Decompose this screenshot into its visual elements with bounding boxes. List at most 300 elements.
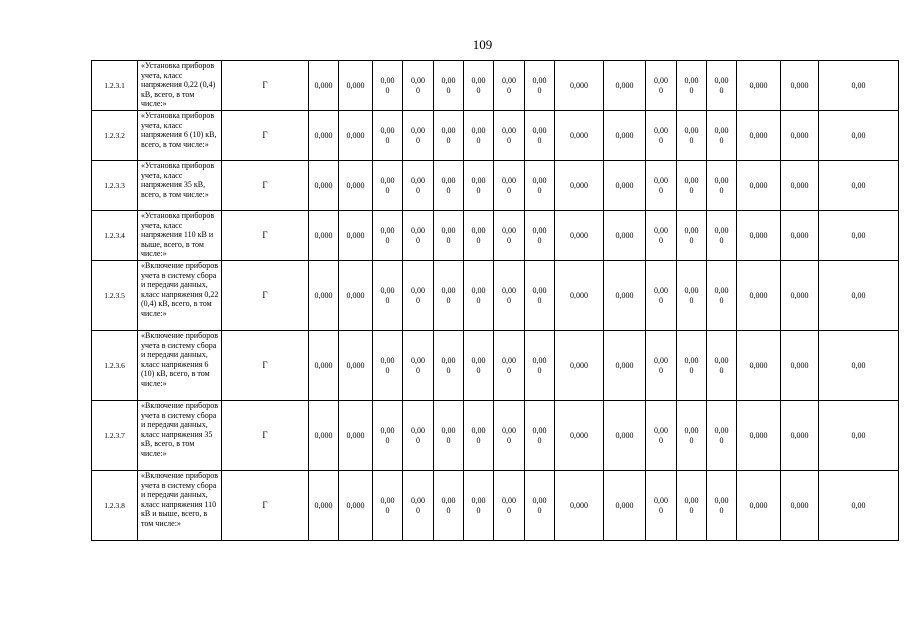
value-cell: 0,000 bbox=[737, 471, 781, 541]
value-cell bbox=[525, 211, 555, 261]
value-part: 0 bbox=[537, 135, 542, 145]
value-part: 0,00 bbox=[441, 125, 456, 135]
value-part: 0 bbox=[507, 295, 511, 305]
value-part: 0 bbox=[446, 185, 451, 195]
row-description: «Установка приборов учета, класс напряжения 0,22 (0,4) кВ, всего, в том числе:» bbox=[138, 61, 222, 111]
row-description: «Включение приборов учета в систему сбора и передачи данных, класс напряжения 0,22 (0,4) кВ, всего, в том числе:» bbox=[138, 261, 222, 331]
value-part: 0 bbox=[446, 135, 451, 145]
value-cell bbox=[494, 61, 525, 111]
value-cell bbox=[525, 161, 555, 211]
row-description: «Включение приборов учета в систему сбора и передачи данных, класс напряжения 6 (10) кВ, всего, в том числе:» bbox=[138, 331, 222, 401]
value-part: 0,00 bbox=[471, 175, 486, 185]
value-part: 0,00 bbox=[471, 225, 486, 235]
value-part: 0 bbox=[385, 185, 390, 195]
value-cell: 0,00 bbox=[819, 211, 899, 261]
value-part: 0,00 bbox=[380, 355, 395, 365]
value-part: 0,00 bbox=[502, 175, 516, 185]
value-cell bbox=[677, 331, 707, 401]
value-cell bbox=[434, 261, 464, 331]
value-part: 0,00 bbox=[411, 225, 425, 235]
value-cell: 0,000 bbox=[309, 401, 339, 471]
value-cell: 0,000 bbox=[781, 401, 819, 471]
value-part: 0 bbox=[385, 235, 390, 245]
value-cell: 0,00 bbox=[819, 161, 899, 211]
value-cell: 0,000 bbox=[309, 161, 339, 211]
value-cell bbox=[525, 471, 555, 541]
value-part: 0,00 bbox=[654, 225, 668, 235]
value-cell: 0,000 bbox=[604, 331, 646, 401]
row-code: 1.2.3.2 bbox=[92, 111, 138, 161]
value-cell bbox=[434, 61, 464, 111]
value-cell bbox=[434, 401, 464, 471]
value-part: 0,00 bbox=[471, 125, 486, 135]
table-row bbox=[92, 161, 899, 211]
value-cell: 0,000 bbox=[604, 61, 646, 111]
value-cell: 0,000 bbox=[339, 471, 373, 541]
value-part: 0,00 bbox=[471, 75, 486, 85]
value-cell bbox=[707, 401, 737, 471]
value-cell bbox=[434, 211, 464, 261]
value-part: 0 bbox=[446, 295, 451, 305]
value-part: 0,00 bbox=[380, 125, 395, 135]
row-code: 1.2.3.4 bbox=[92, 211, 138, 261]
value-cell: 0,000 bbox=[309, 261, 339, 331]
value-part: 0 bbox=[446, 235, 451, 245]
value-cell bbox=[403, 331, 434, 401]
value-cell: 0,00 bbox=[819, 401, 899, 471]
value-part: 0,00 bbox=[380, 75, 395, 85]
value-cell bbox=[646, 111, 677, 161]
value-cell: 0,000 bbox=[555, 61, 604, 111]
value-cell bbox=[494, 261, 525, 331]
value-cell: 0,000 bbox=[781, 331, 819, 401]
value-part: 0 bbox=[446, 85, 451, 95]
value-cell bbox=[373, 111, 403, 161]
value-cell bbox=[646, 61, 677, 111]
value-cell: 0,000 bbox=[555, 111, 604, 161]
value-cell bbox=[434, 161, 464, 211]
value-cell bbox=[646, 261, 677, 331]
row-unit: Г bbox=[222, 331, 309, 401]
value-cell bbox=[464, 261, 494, 331]
value-part: 0,00 bbox=[532, 425, 547, 435]
value-part: 0,00 bbox=[714, 355, 729, 365]
value-cell bbox=[707, 331, 737, 401]
value-cell: 0,000 bbox=[781, 261, 819, 331]
value-part: 0 bbox=[385, 365, 390, 375]
value-part: 0,00 bbox=[654, 495, 668, 505]
value-cell bbox=[525, 111, 555, 161]
value-part: 0 bbox=[507, 505, 511, 515]
row-code: 1.2.3.3 bbox=[92, 161, 138, 211]
value-part: 0,00 bbox=[532, 285, 547, 295]
value-part: 0 bbox=[416, 365, 420, 375]
value-part: 0 bbox=[476, 435, 481, 445]
value-part: 0,00 bbox=[411, 495, 425, 505]
value-part: 0,00 bbox=[441, 355, 456, 365]
value-cell bbox=[373, 471, 403, 541]
value-part: 0,00 bbox=[532, 175, 547, 185]
table-row bbox=[92, 471, 899, 541]
value-part: 0,00 bbox=[684, 425, 699, 435]
value-part: 0,00 bbox=[714, 495, 729, 505]
value-part: 0 bbox=[385, 135, 390, 145]
value-part: 0,00 bbox=[532, 355, 547, 365]
value-part: 0 bbox=[659, 85, 663, 95]
value-cell bbox=[464, 331, 494, 401]
value-part: 0,00 bbox=[502, 225, 516, 235]
value-part: 0,00 bbox=[441, 285, 456, 295]
value-part: 0 bbox=[719, 435, 724, 445]
value-part: 0 bbox=[507, 85, 511, 95]
value-part: 0 bbox=[537, 85, 542, 95]
value-cell: 0,000 bbox=[309, 211, 339, 261]
row-unit: Г bbox=[222, 61, 309, 111]
value-part: 0 bbox=[689, 295, 694, 305]
value-part: 0 bbox=[416, 185, 420, 195]
value-cell bbox=[707, 261, 737, 331]
value-part: 0,00 bbox=[654, 75, 668, 85]
value-cell bbox=[373, 161, 403, 211]
value-part: 0,00 bbox=[684, 125, 699, 135]
data-table bbox=[91, 60, 899, 541]
value-cell bbox=[494, 211, 525, 261]
value-cell: 0,000 bbox=[737, 61, 781, 111]
value-cell: 0,00 bbox=[819, 61, 899, 111]
value-part: 0,00 bbox=[380, 225, 395, 235]
value-cell bbox=[646, 471, 677, 541]
value-cell bbox=[373, 211, 403, 261]
value-part: 0 bbox=[507, 365, 511, 375]
value-part: 0 bbox=[385, 505, 390, 515]
value-cell: 0,000 bbox=[309, 331, 339, 401]
row-code: 1.2.3.8 bbox=[92, 471, 138, 541]
value-part: 0 bbox=[719, 135, 724, 145]
value-cell bbox=[403, 471, 434, 541]
value-part: 0 bbox=[689, 505, 694, 515]
value-cell bbox=[403, 111, 434, 161]
value-part: 0 bbox=[689, 85, 694, 95]
row-unit: Г bbox=[222, 211, 309, 261]
value-cell bbox=[373, 331, 403, 401]
value-part: 0 bbox=[689, 135, 694, 145]
row-unit: Г bbox=[222, 261, 309, 331]
value-part: 0,00 bbox=[380, 285, 395, 295]
value-part: 0 bbox=[507, 135, 511, 145]
value-part: 0 bbox=[537, 235, 542, 245]
value-cell: 0,000 bbox=[604, 261, 646, 331]
value-cell: 0,000 bbox=[781, 471, 819, 541]
value-part: 0 bbox=[719, 365, 724, 375]
value-part: 0,00 bbox=[502, 285, 516, 295]
value-cell bbox=[494, 471, 525, 541]
table-row bbox=[92, 261, 899, 331]
value-cell bbox=[707, 111, 737, 161]
table-body bbox=[92, 61, 899, 541]
value-part: 0 bbox=[416, 235, 420, 245]
value-part: 0,00 bbox=[654, 175, 668, 185]
value-part: 0,00 bbox=[532, 75, 547, 85]
value-part: 0,00 bbox=[714, 225, 729, 235]
value-part: 0 bbox=[659, 435, 663, 445]
value-cell: 0,000 bbox=[339, 401, 373, 471]
value-part: 0 bbox=[476, 235, 481, 245]
value-part: 0 bbox=[476, 185, 481, 195]
value-part: 0,00 bbox=[714, 175, 729, 185]
value-part: 0,00 bbox=[654, 125, 668, 135]
value-part: 0 bbox=[659, 365, 663, 375]
value-part: 0 bbox=[385, 435, 390, 445]
value-part: 0 bbox=[719, 85, 724, 95]
value-cell bbox=[434, 111, 464, 161]
value-cell: 0,00 bbox=[819, 331, 899, 401]
value-part: 0,00 bbox=[411, 175, 425, 185]
value-cell: 0,000 bbox=[555, 261, 604, 331]
value-cell: 0,000 bbox=[555, 401, 604, 471]
value-part: 0,00 bbox=[714, 285, 729, 295]
table-row bbox=[92, 111, 899, 161]
table-row bbox=[92, 401, 899, 471]
value-cell bbox=[707, 161, 737, 211]
value-part: 0,00 bbox=[411, 125, 425, 135]
value-cell: 0,000 bbox=[555, 211, 604, 261]
value-part: 0 bbox=[476, 505, 481, 515]
table-row bbox=[92, 331, 899, 401]
value-part: 0,00 bbox=[380, 175, 395, 185]
page-number: 109 bbox=[472, 37, 493, 52]
value-cell bbox=[373, 401, 403, 471]
value-cell bbox=[434, 471, 464, 541]
value-cell bbox=[677, 61, 707, 111]
value-part: 0 bbox=[446, 435, 451, 445]
value-cell bbox=[464, 401, 494, 471]
value-cell bbox=[434, 331, 464, 401]
value-part: 0,00 bbox=[654, 425, 668, 435]
value-cell: 0,000 bbox=[604, 211, 646, 261]
value-cell bbox=[677, 211, 707, 261]
value-cell: 0,000 bbox=[555, 331, 604, 401]
value-part: 0 bbox=[507, 235, 511, 245]
row-unit: Г bbox=[222, 161, 309, 211]
value-part: 0,00 bbox=[471, 495, 486, 505]
value-cell bbox=[464, 471, 494, 541]
value-part: 0 bbox=[476, 295, 481, 305]
value-part: 0 bbox=[719, 505, 724, 515]
value-cell bbox=[707, 471, 737, 541]
value-part: 0 bbox=[537, 505, 542, 515]
value-part: 0 bbox=[689, 365, 694, 375]
value-cell bbox=[464, 161, 494, 211]
value-cell: 0,000 bbox=[781, 161, 819, 211]
value-part: 0 bbox=[537, 365, 542, 375]
row-unit: Г bbox=[222, 111, 309, 161]
value-part: 0,00 bbox=[654, 355, 668, 365]
row-description: «Включение приборов учета в систему сбора и передачи данных, класс напряжения 35 кВ, всего, в том числе:» bbox=[138, 401, 222, 471]
value-cell bbox=[646, 331, 677, 401]
row-description: «Установка приборов учета, класс напряжения 6 (10) кВ, всего, в том числе:» bbox=[138, 111, 222, 161]
value-cell bbox=[525, 401, 555, 471]
value-cell: 0,000 bbox=[737, 401, 781, 471]
value-cell bbox=[373, 61, 403, 111]
value-part: 0 bbox=[416, 295, 420, 305]
value-cell: 0,000 bbox=[781, 111, 819, 161]
value-cell bbox=[677, 471, 707, 541]
value-part: 0,00 bbox=[411, 75, 425, 85]
row-description: «Установка приборов учета, класс напряжения 35 кВ, всего, в том числе:» bbox=[138, 161, 222, 211]
value-part: 0,00 bbox=[502, 425, 516, 435]
value-part: 0 bbox=[416, 435, 420, 445]
value-cell: 0,000 bbox=[604, 161, 646, 211]
value-cell bbox=[494, 331, 525, 401]
value-part: 0 bbox=[446, 505, 451, 515]
value-cell: 0,000 bbox=[781, 211, 819, 261]
value-part: 0,00 bbox=[411, 285, 425, 295]
value-cell bbox=[677, 261, 707, 331]
row-code: 1.2.3.1 bbox=[92, 61, 138, 111]
value-part: 0,00 bbox=[411, 355, 425, 365]
value-cell bbox=[464, 61, 494, 111]
value-part: 0,00 bbox=[441, 175, 456, 185]
value-cell: 0,000 bbox=[309, 61, 339, 111]
value-cell: 0,00 bbox=[819, 111, 899, 161]
value-cell: 0,000 bbox=[604, 401, 646, 471]
value-cell: 0,00 bbox=[819, 471, 899, 541]
value-cell bbox=[403, 401, 434, 471]
value-cell bbox=[373, 261, 403, 331]
value-cell: 0,000 bbox=[737, 261, 781, 331]
value-cell bbox=[646, 161, 677, 211]
value-part: 0 bbox=[416, 135, 420, 145]
value-cell: 0,000 bbox=[339, 261, 373, 331]
value-part: 0,00 bbox=[441, 495, 456, 505]
value-cell bbox=[707, 61, 737, 111]
value-cell: 0,000 bbox=[309, 471, 339, 541]
value-part: 0 bbox=[689, 435, 694, 445]
value-part: 0,00 bbox=[471, 355, 486, 365]
value-part: 0 bbox=[719, 235, 724, 245]
value-cell: 0,000 bbox=[737, 161, 781, 211]
value-part: 0,00 bbox=[714, 75, 729, 85]
value-cell bbox=[494, 161, 525, 211]
value-cell: 0,000 bbox=[737, 111, 781, 161]
value-part: 0,00 bbox=[532, 125, 547, 135]
value-part: 0 bbox=[659, 295, 663, 305]
value-part: 0,00 bbox=[532, 225, 547, 235]
value-part: 0 bbox=[659, 135, 663, 145]
value-part: 0 bbox=[476, 135, 481, 145]
row-unit: Г bbox=[222, 471, 309, 541]
value-part: 0,00 bbox=[441, 75, 456, 85]
value-part: 0 bbox=[446, 365, 451, 375]
value-cell bbox=[494, 111, 525, 161]
value-part: 0 bbox=[719, 295, 724, 305]
row-code: 1.2.3.5 bbox=[92, 261, 138, 331]
value-part: 0 bbox=[385, 85, 390, 95]
value-cell bbox=[646, 401, 677, 471]
value-part: 0,00 bbox=[441, 225, 456, 235]
value-cell bbox=[403, 61, 434, 111]
value-cell bbox=[677, 161, 707, 211]
value-part: 0,00 bbox=[502, 125, 516, 135]
value-cell: 0,000 bbox=[309, 111, 339, 161]
value-part: 0,00 bbox=[714, 425, 729, 435]
value-part: 0,00 bbox=[532, 495, 547, 505]
value-part: 0 bbox=[476, 85, 481, 95]
row-unit: Г bbox=[222, 401, 309, 471]
value-part: 0,00 bbox=[380, 495, 395, 505]
value-part: 0,00 bbox=[502, 355, 516, 365]
value-cell bbox=[707, 211, 737, 261]
table-row bbox=[92, 61, 899, 111]
value-part: 0 bbox=[507, 185, 511, 195]
value-part: 0,00 bbox=[684, 355, 699, 365]
value-part: 0 bbox=[659, 185, 663, 195]
value-part: 0,00 bbox=[471, 285, 486, 295]
value-cell bbox=[403, 211, 434, 261]
value-cell: 0,000 bbox=[737, 331, 781, 401]
value-cell bbox=[646, 211, 677, 261]
row-code: 1.2.3.7 bbox=[92, 401, 138, 471]
value-part: 0,00 bbox=[684, 285, 699, 295]
value-part: 0,00 bbox=[714, 125, 729, 135]
value-cell: 0,000 bbox=[555, 161, 604, 211]
value-part: 0,00 bbox=[502, 75, 516, 85]
value-cell: 0,000 bbox=[604, 471, 646, 541]
value-part: 0,00 bbox=[411, 425, 425, 435]
value-part: 0,00 bbox=[684, 175, 699, 185]
value-part: 0 bbox=[659, 235, 663, 245]
value-part: 0 bbox=[416, 505, 420, 515]
value-part: 0,00 bbox=[654, 285, 668, 295]
value-part: 0 bbox=[385, 295, 390, 305]
value-part: 0 bbox=[659, 505, 663, 515]
value-part: 0 bbox=[537, 185, 542, 195]
value-cell bbox=[464, 111, 494, 161]
value-cell: 0,000 bbox=[555, 471, 604, 541]
value-part: 0,00 bbox=[471, 425, 486, 435]
value-part: 0,00 bbox=[684, 75, 699, 85]
value-part: 0 bbox=[476, 365, 481, 375]
value-cell bbox=[464, 211, 494, 261]
value-part: 0,00 bbox=[502, 495, 516, 505]
value-cell bbox=[525, 261, 555, 331]
value-cell: 0,000 bbox=[339, 211, 373, 261]
value-part: 0,00 bbox=[380, 425, 395, 435]
value-cell bbox=[525, 61, 555, 111]
value-cell bbox=[494, 401, 525, 471]
value-part: 0,00 bbox=[441, 425, 456, 435]
value-cell: 0,000 bbox=[737, 211, 781, 261]
value-cell: 0,000 bbox=[781, 61, 819, 111]
value-part: 0,00 bbox=[684, 495, 699, 505]
table-row bbox=[92, 211, 899, 261]
value-part: 0 bbox=[537, 295, 542, 305]
value-cell: 0,000 bbox=[339, 161, 373, 211]
value-cell: 0,000 bbox=[339, 111, 373, 161]
value-part: 0 bbox=[719, 185, 724, 195]
row-description: «Включение приборов учета в систему сбора и передачи данных, класс напряжения 110 кВ и выше, всего, в том числе:» bbox=[138, 471, 222, 541]
value-part: 0 bbox=[537, 435, 542, 445]
row-description: «Установка приборов учета, класс напряжения 110 кВ и выше, всего, в том числе:» bbox=[138, 211, 222, 261]
value-cell: 0,000 bbox=[339, 331, 373, 401]
value-part: 0 bbox=[689, 235, 694, 245]
value-cell: 0,000 bbox=[604, 111, 646, 161]
value-part: 0,00 bbox=[684, 225, 699, 235]
value-cell bbox=[525, 331, 555, 401]
value-part: 0 bbox=[416, 85, 420, 95]
value-cell: 0,000 bbox=[339, 61, 373, 111]
value-cell bbox=[403, 161, 434, 211]
